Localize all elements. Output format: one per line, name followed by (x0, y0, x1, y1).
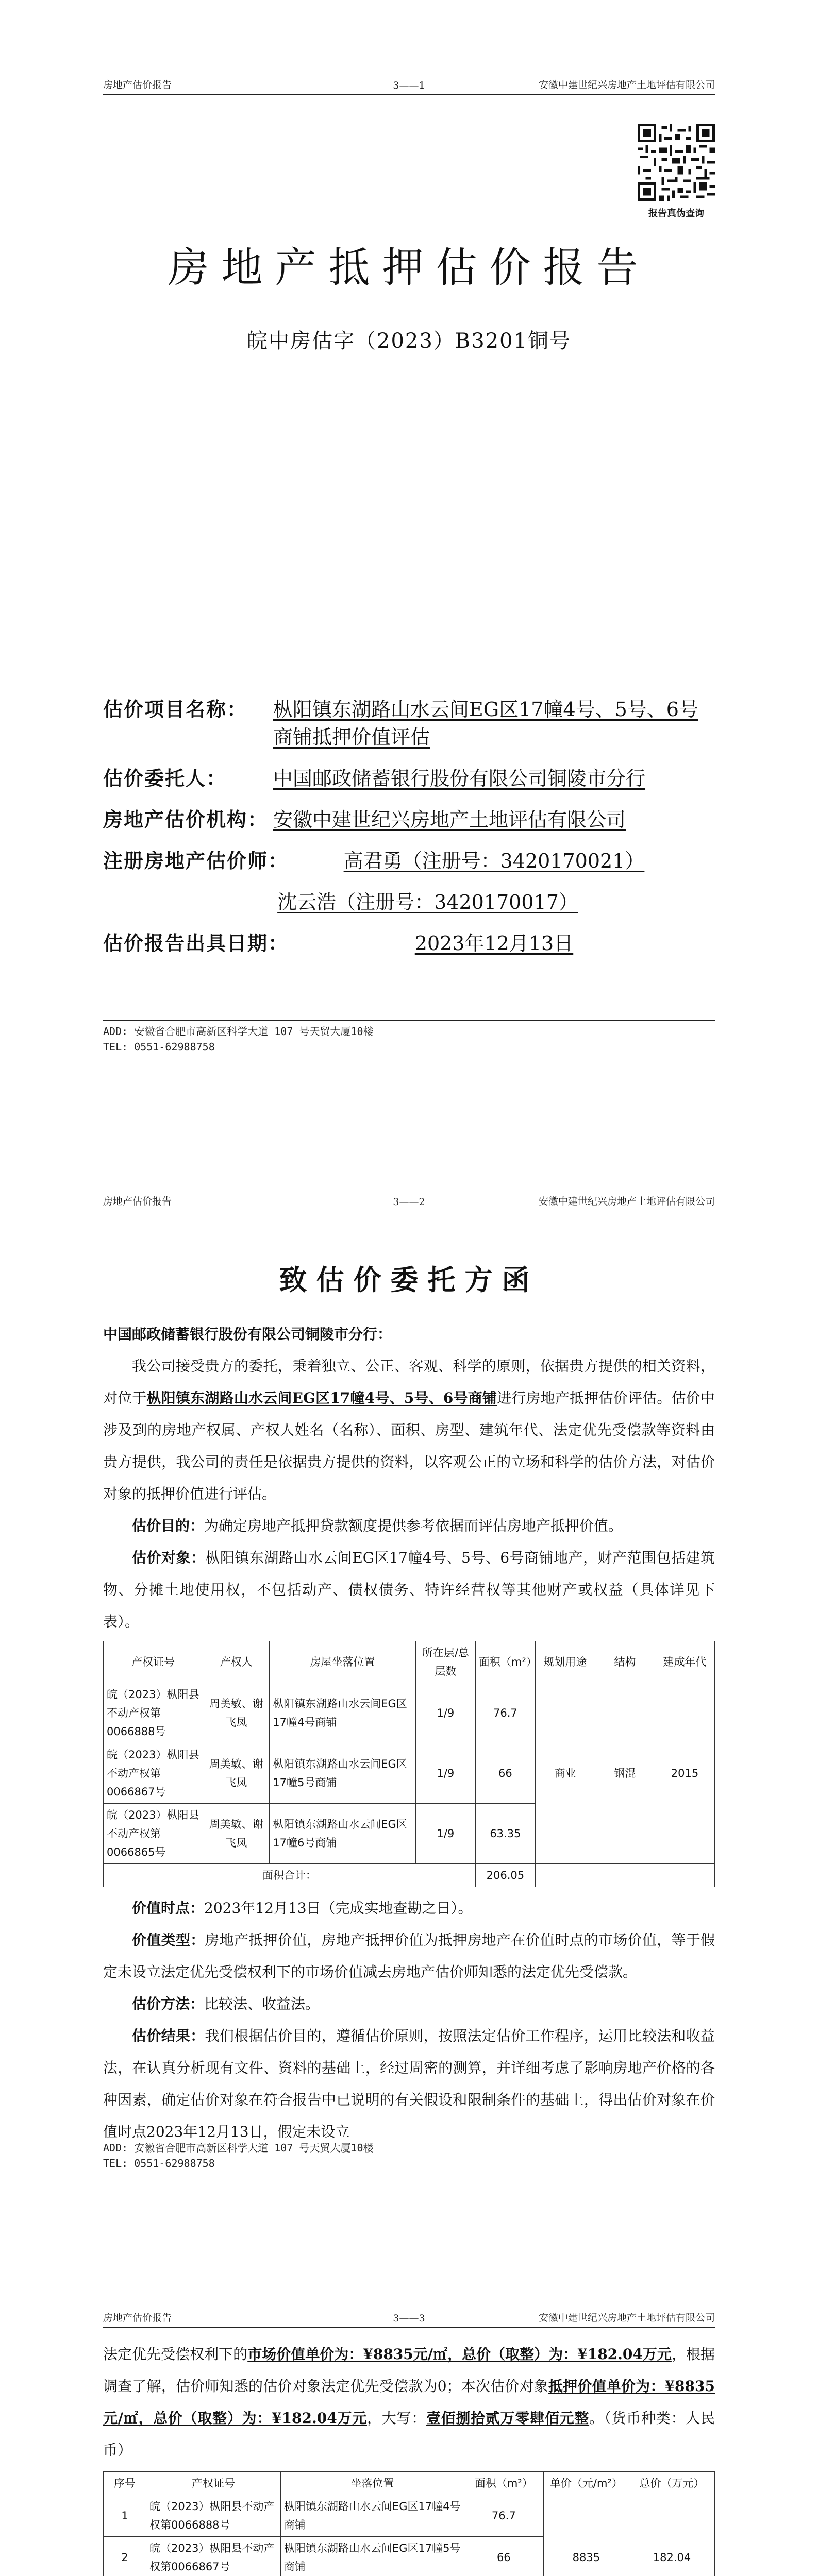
appraiser-label: 注册房地产估价师： (103, 849, 289, 872)
letter-object (103, 1542, 715, 1638)
cell-total-price: 182.04 (629, 2495, 714, 2576)
value-type-text: 房地产抵押价值，房地产抵押价值为抵押房地产在价值时点的市场价值，等于假定未设立法定优先受偿权利下的市场价值减去房地产估价师知悉的法定优先受偿款。 (103, 1931, 715, 1980)
header-page-number: 3——2 (393, 1196, 425, 1208)
appraiser-1: 高君勇（注册号：3420170021） (343, 850, 645, 872)
table-row (104, 1683, 715, 1743)
agency-value: 安徽中建世纪兴房地产土地评估有限公司 (273, 808, 626, 831)
cell-cert: 皖（2023）枞阳县不动产权第0066867号 (146, 2537, 281, 2576)
footer-address: ADD: 安徽省合肥市高新区科学大道 107 号天贸大厦10楼 (103, 2142, 374, 2154)
cell-area: 66 (464, 2537, 543, 2576)
cell-use: 商业 (535, 1683, 595, 1864)
purpose-text: 为确定房地产抵押贷款额度提供参考依据而评估房地产抵押价值。 (204, 1517, 623, 1534)
cell-area: 66 (475, 1743, 535, 1804)
col-structure: 结构 (595, 1641, 655, 1683)
cell-floor: 1/9 (415, 1683, 475, 1743)
footer-tel: TEL: 0551-62988758 (103, 2157, 215, 2170)
report-title: 房地产抵押估价报告 (168, 244, 650, 292)
property-table (103, 1641, 715, 1887)
intro-object: 枞阳镇东湖路山水云间EG区17幢4号、5号、6号商铺 (146, 1389, 497, 1406)
table-row (104, 2495, 715, 2537)
footer-address: ADD: 安徽省合肥市高新区科学大道 107 号天贸大厦10楼 (103, 1025, 374, 1038)
project-name-value: 枞阳镇东湖路山水云间EG区17幢4号、5号、6号商铺抵押价值评估 (273, 698, 698, 749)
cell-area: 76.7 (464, 2495, 543, 2537)
mortgage-value: 抵押价值单价为：¥8835元/㎡，总价（取整）为：¥182.04万元 (103, 2378, 715, 2427)
total-label: 面积合计： (104, 1864, 476, 1887)
col-owner: 产权人 (203, 1641, 270, 1683)
cell-location: 枞阳镇东湖路山水云间EG区17幢5号商铺 (270, 1743, 416, 1804)
col-year: 建成年代 (655, 1641, 714, 1683)
appraiser-row-2 (103, 888, 715, 916)
client-label: 估价委托人： (103, 767, 227, 790)
valuation-table (103, 2471, 715, 2576)
col-no: 序号 (104, 2472, 146, 2495)
project-name-row (103, 696, 715, 751)
value-type-label: 价值类型： (132, 1931, 205, 1948)
page-header (103, 77, 715, 95)
cell-location: 枞阳镇东湖路山水云间EG区17幢4号商铺 (280, 2495, 464, 2537)
cell-owner: 周美敏、谢飞凤 (203, 1804, 270, 1864)
cont-text-3: ，大写： (366, 2410, 426, 2427)
total-area: 206.05 (475, 1864, 535, 1887)
result-label: 估价结果： (132, 2027, 205, 2044)
cont-text-2: ，根据调查了解，估价师知悉的估价对象法定优先受偿款为0；本次估价对象 (103, 2346, 715, 2395)
method-text: 比较法、收益法。 (204, 1995, 320, 2012)
client-row (103, 765, 715, 792)
col-area: 面积（m²） (475, 1641, 535, 1683)
cell-location: 枞阳镇东湖路山水云间EG区17幢5号商铺 (280, 2537, 464, 2576)
col-area: 面积（m²） (464, 2472, 543, 2495)
page-header (103, 2310, 715, 2328)
result-continued (103, 2338, 715, 2466)
qr-caption: 报告真伪查询 (648, 208, 704, 219)
letter-addressee: 中国邮政储蓄银行股份有限公司铜陵市分行： (103, 1326, 392, 1343)
issue-date-row (103, 929, 715, 957)
project-name-label: 估价项目名称： (103, 698, 248, 721)
market-value: 市场价值单价为：¥8835元/㎡，总价（取整）为：¥182.04万元 (247, 2346, 672, 2363)
header-report-name: 房地产估价报告 (103, 79, 172, 91)
client-value: 中国邮政储蓄银行股份有限公司铜陵市分行 (273, 767, 646, 790)
cell-location: 枞阳镇东湖路山水云间EG区17幢6号商铺 (270, 1804, 416, 1864)
qr-code-block[interactable] (638, 124, 715, 219)
agency-row (103, 806, 715, 834)
letter-result (103, 2020, 715, 2148)
issue-date-value: 2023年12月13日 (414, 932, 574, 955)
header-report-name: 房地产估价报告 (103, 1196, 172, 1207)
intro-text-2: 进行房地产抵押估价评估。估价中涉及到的房地产权属、产权人姓名（名称）、面积、房型、建筑年代、法定优先受偿款等资料由贵方提供，我公司的责任是依据贵方提供的资料，以客观公正的立场和科学的估价方法，对估价对象的抵押价值进行评估。 (103, 1389, 715, 1502)
object-text: 枞阳镇东湖路山水云间EG区17幢4号、5号、6号商铺地产，财产范围包括建筑物、分摊土地使用权，不包括动产、债权债务、特许经营权等其他财产或权益（具体详见下表）。 (103, 1549, 715, 1630)
value-in-words: 壹佰捌拾贰万零肆佰元整 (426, 2410, 590, 2427)
method-label: 估价方法： (132, 1995, 205, 2012)
letter-title: 致估价委托方函 (279, 1263, 539, 1296)
cell-floor: 1/9 (415, 1804, 475, 1864)
cell-cert: 皖（2023）枞阳县不动产权第0066888号 (104, 1683, 203, 1743)
letter-page (0, 1116, 818, 2233)
col-cert: 产权证号 (104, 1641, 203, 1683)
header-page-number: 3——3 (393, 2313, 425, 2324)
cell-cert: 皖（2023）枞阳县不动产权第0066888号 (146, 2495, 281, 2537)
result-body (103, 2338, 715, 2576)
total-empty (535, 1864, 714, 1887)
cell-owner: 周美敏、谢飞凤 (203, 1743, 270, 1804)
cell-no: 2 (104, 2537, 146, 2576)
result-page (0, 2233, 818, 2576)
header-company: 安徽中建世纪兴房地产土地评估有限公司 (538, 79, 715, 91)
cell-structure: 钢混 (595, 1683, 655, 1864)
col-use: 规划用途 (535, 1641, 595, 1683)
issue-date-label: 估价报告出具日期： (103, 931, 289, 955)
value-date-text: 2023年12月13日（完成实地查勘之日）。 (204, 1900, 473, 1917)
cover-info-block (103, 696, 715, 971)
page-footer (103, 2137, 715, 2171)
cell-area: 63.35 (475, 1804, 535, 1864)
result-text: 我们根据估价目的，遵循估价原则，按照法定估价工作程序，运用比较法和收益法，在认真分析现有文件、资料的基础上，经过周密的测算，并详细考虑了影响房地产价格的各种因素，确定估价对象在符合报告中已说明的有关假设和限制条件的基础上，得出估价对象在价值时点2023年12月13日，假定未设立 (103, 2027, 715, 2140)
cell-year: 2015 (655, 1683, 714, 1864)
intro-text-1: 我公司接受贵方的委托，秉着独立、公正、客观、科学的原则，依据贵方提供的相关资料，对位于 (103, 1358, 715, 1406)
footer-tel: TEL: 0551-62988758 (103, 1041, 215, 1053)
col-location: 房屋坐落位置 (270, 1641, 416, 1683)
page-footer (103, 1020, 715, 1055)
col-total-price: 总价（万元） (629, 2472, 714, 2495)
page-header (103, 1194, 715, 1211)
header-company: 安徽中建世纪兴房地产土地评估有限公司 (538, 2312, 715, 2324)
col-unit-price: 单价（元/m²） (543, 2472, 629, 2495)
report-doc-number: 皖中房估字（2023）B3201铜号 (247, 329, 571, 353)
col-cert: 产权证号 (146, 2472, 281, 2495)
letter-purpose (103, 1510, 715, 1542)
cont-text-1: 法定优先受偿权利下的 (103, 2346, 248, 2363)
qr-code-icon[interactable] (638, 124, 715, 201)
cell-cert: 皖（2023）枞阳县不动产权第0066865号 (104, 1804, 203, 1864)
cell-no: 1 (104, 2495, 146, 2537)
agency-label: 房地产估价机构： (103, 808, 269, 831)
col-floor: 所在层/总层数 (415, 1641, 475, 1683)
appraiser-2: 沈云浩（注册号：3420170017） (277, 891, 578, 913)
purpose-label: 估价目的： (132, 1517, 205, 1534)
header-report-name: 房地产估价报告 (103, 2312, 172, 2324)
letter-value-type (103, 1924, 715, 1988)
cover-page (0, 0, 818, 1116)
cell-location: 枞阳镇东湖路山水云间EG区17幢4号商铺 (270, 1683, 416, 1743)
value-date-label: 价值时点： (132, 1900, 205, 1917)
col-location: 坐落位置 (280, 2472, 464, 2495)
cell-floor: 1/9 (415, 1743, 475, 1804)
appraiser-row (103, 847, 715, 875)
object-label: 估价对象： (132, 1549, 206, 1566)
letter-method (103, 1988, 715, 2020)
header-page-number: 3——1 (393, 80, 425, 91)
cell-area: 76.7 (475, 1683, 535, 1743)
cell-owner: 周美敏、谢飞凤 (203, 1683, 270, 1743)
letter-value-date (103, 1892, 715, 1924)
header-company: 安徽中建世纪兴房地产土地评估有限公司 (538, 1196, 715, 1207)
table-total-row (104, 1864, 715, 1887)
cont-text-4: 。（货币种类：人民币） (103, 2410, 715, 2459)
letter-intro (103, 1350, 715, 1510)
cell-unit-price: 8835 (543, 2495, 629, 2576)
letter-body (103, 1318, 715, 2148)
cell-cert: 皖（2023）枞阳县不动产权第0066867号 (104, 1743, 203, 1804)
